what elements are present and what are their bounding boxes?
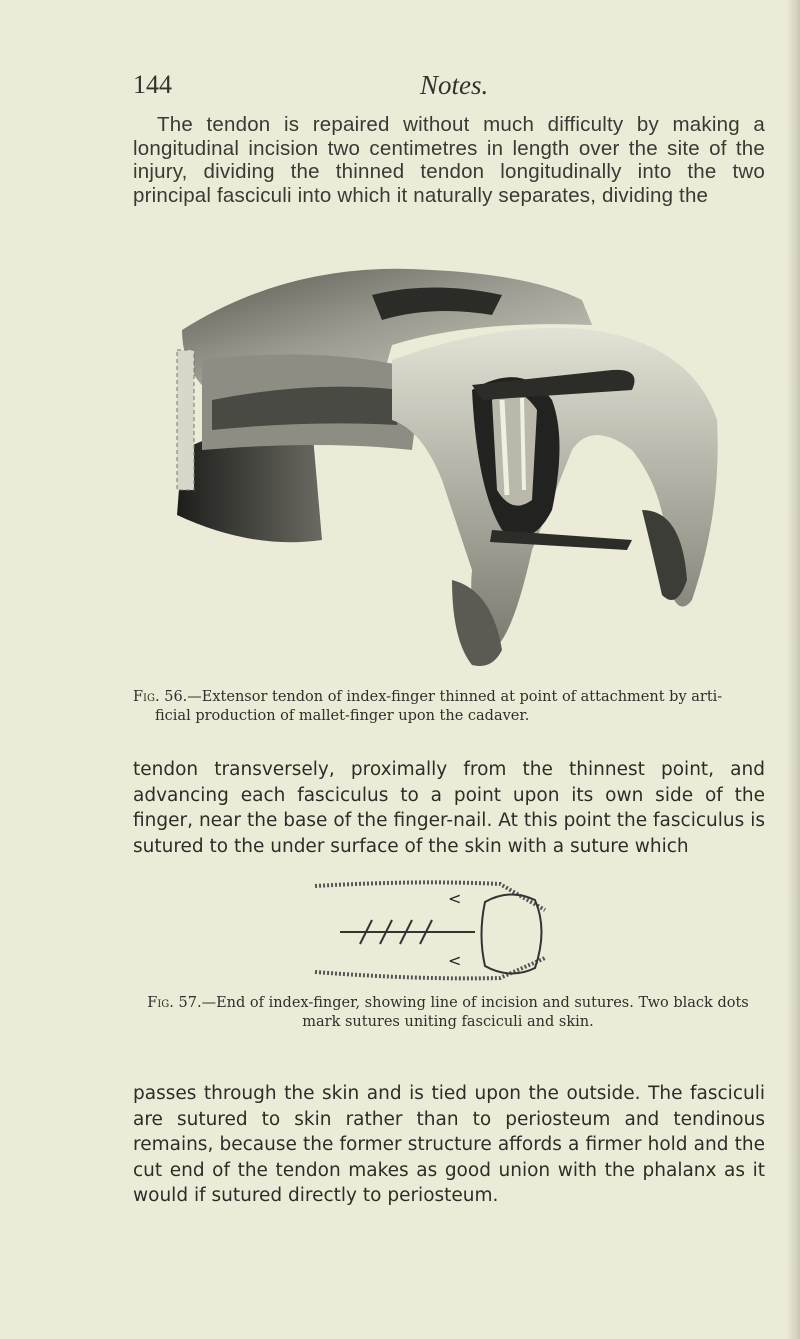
svg-text:<: <	[448, 951, 462, 970]
tape-strip	[177, 350, 194, 490]
paragraph-bottom: passes through the skin and is tied upon the outside. The fasciculi are sutured to skin rather than to periosteum and tendinous remains, because the former structure affords a firmer hold and the cut end of the tendon makes as good union with the phalanx as it would if sutured directly to periosteum.	[133, 1083, 765, 1206]
running-title: Notes.	[420, 70, 489, 100]
figure-56-caption-line1: —Extensor tendon of index-finger thinned at point of attachment by arti-	[187, 689, 723, 705]
page-edge-shadow	[786, 0, 800, 1339]
figure-56-caption-line2: ficial production of mallet-finger upon the cadaver.	[155, 708, 530, 724]
figure-56-caption	[133, 688, 763, 726]
page-number: 144	[133, 70, 172, 99]
paragraph-middle: tendon transversely, proximally from the thinnest point, and advancing each fasciculus to a point upon its own side of the finger, near the base of the finger-nail. At this point the fasciculus is sutured to the under surface of the skin with a suture which	[133, 759, 765, 857]
svg-text:<: <	[448, 889, 462, 908]
paragraph-top: The tendon is repaired without much difficulty by making a longitudinal incision two centimetres in length over the site of the injury, dividing the thinned tendon longitudinally into the two principal fasciculi into which it naturally separates, dividing the	[133, 113, 765, 207]
figure-57-caption-line1: —End of index-finger, showing line of incision and sutures. Two black dots	[201, 995, 749, 1011]
figure-57-caption	[128, 994, 768, 1032]
figure-57-label: Fig. 57.	[147, 995, 202, 1011]
page-header	[0, 70, 800, 110]
figure-57-fingertip-diagram	[300, 880, 570, 988]
figure-56-label: Fig. 56.	[133, 689, 188, 705]
figure-56-hand-illustration	[172, 250, 732, 675]
figure-57-caption-line2: mark sutures uniting fasciculi and skin.	[302, 1014, 594, 1030]
